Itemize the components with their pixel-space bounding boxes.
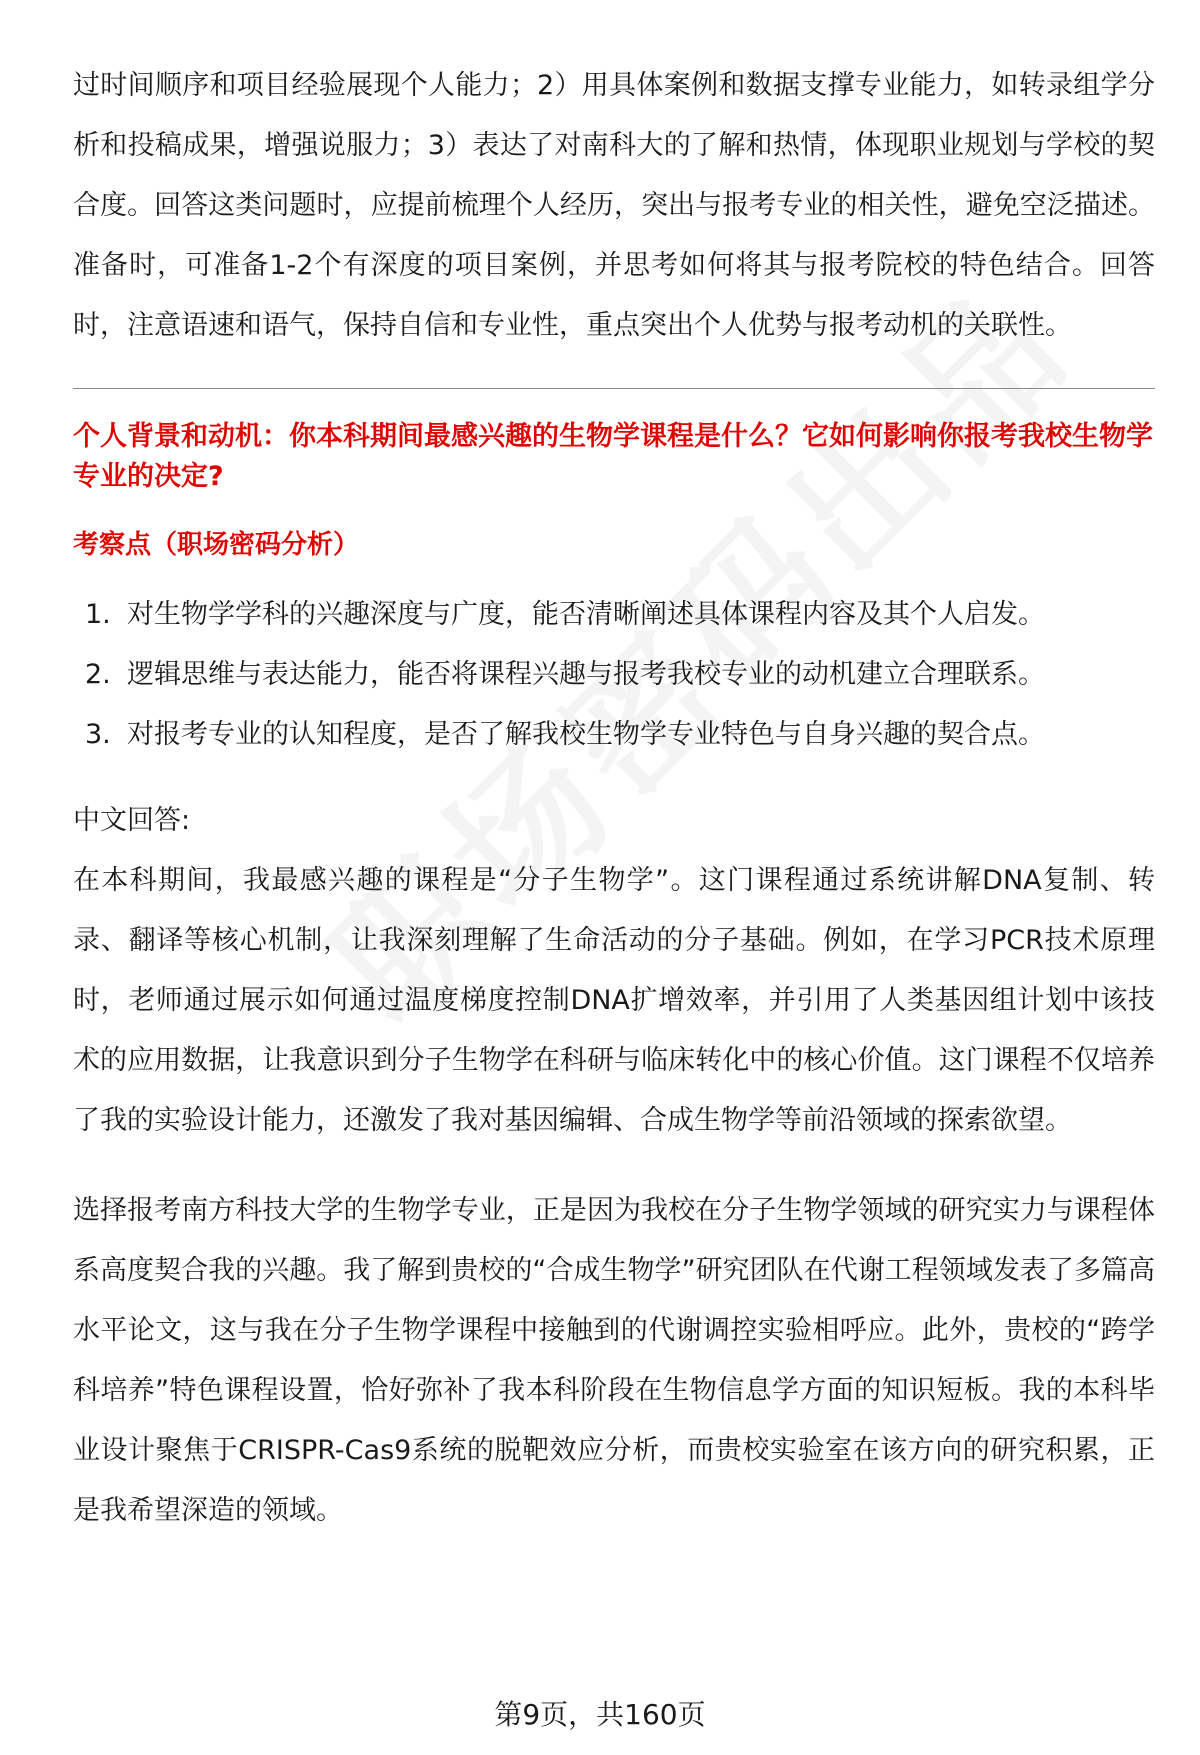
- list-item-text: 对报考专业的认知程度，是否了解我校生物学专业特色与自身兴趣的契合点。: [127, 719, 1045, 750]
- list-item-number: 3.: [85, 719, 111, 750]
- list-item: [73, 585, 1155, 645]
- answer-heading: 中文回答:: [73, 805, 191, 836]
- list-item-number: 2.: [85, 659, 111, 690]
- paragraph-gap: [73, 1151, 1155, 1181]
- intro-paragraph: 过时间顺序和项目经验展现个人能力；2）用具体案例和数据支撑专业能力，如转录组学分析和投稿成果，增强说服力；3）表达了对南科大的了解和热情，体现职业规划与学校的契合度。回答这类问题时，应提前梳理个人经历，突出与报考专业的相关性，避免空泛描述。准备时，可准备1-2个有深度的项目案例，并思考如何将其与报考院校的特色结合。回答时，注意语速和语气，保持自信和专业性，重点突出个人优势与报考动机的关联性。: [73, 70, 1155, 341]
- list-item-text: 逻辑思维与表达能力，能否将课程兴趣与报考我校专业的动机建立合理联系。: [127, 659, 1045, 690]
- page-number-footer: 第9页，共160页: [494, 1698, 706, 1731]
- answer-paragraph: 选择报考南方科技大学的生物学专业，正是因为我校在分子生物学领域的研究实力与课程体系高度契合我的兴趣。我了解到贵校的“合成生物学”研究团队在代谢工程领域发表了多篇高水平论文，这与我在分子生物学课程中接触到的代谢调控实验相呼应。此外，贵校的“跨学科培养”特色课程设置，恰好弥补了我本科阶段在生物信息学方面的知识短板。我的本科毕业设计聚焦于CRISPR-Cas9系统的脱靶效应分析，而贵校实验室在该方向的研究积累，正是我希望深造的领域。: [73, 1195, 1155, 1526]
- list-item-number: 1.: [85, 599, 111, 630]
- page-content: [73, 56, 1155, 1541]
- assessment-points-list: [73, 585, 1155, 765]
- assessment-heading: 考察点（职场密码分析）: [73, 530, 360, 560]
- list-item-text: 对生物学学科的兴趣深度与广度，能否清晰阐述具体课程内容及其个人启发。: [127, 599, 1045, 630]
- question-heading: 个人背景和动机：你本科期间最感兴趣的生物学课程是什么？它如何影响你报考我校生物学专业的决定?: [73, 421, 1153, 492]
- list-item: [73, 705, 1155, 765]
- section-divider: [73, 388, 1155, 389]
- answer-paragraph: 在本科期间，我最感兴趣的课程是“分子生物学”。这门课程通过系统讲解DNA复制、转录、翻译等核心机制，让我深刻理解了生命活动的分子基础。例如，在学习PCR技术原理时，老师通过展示如何通过温度梯度控制DNA扩增效率，并引用了人类基因组计划中该技术的应用数据，让我意识到分子生物学在科研与临床转化中的核心价值。这门课程不仅培养了我的实验设计能力，还激发了我对基因编辑、合成生物学等前沿领域的探索欲望。: [73, 865, 1155, 1136]
- list-item: [73, 645, 1155, 705]
